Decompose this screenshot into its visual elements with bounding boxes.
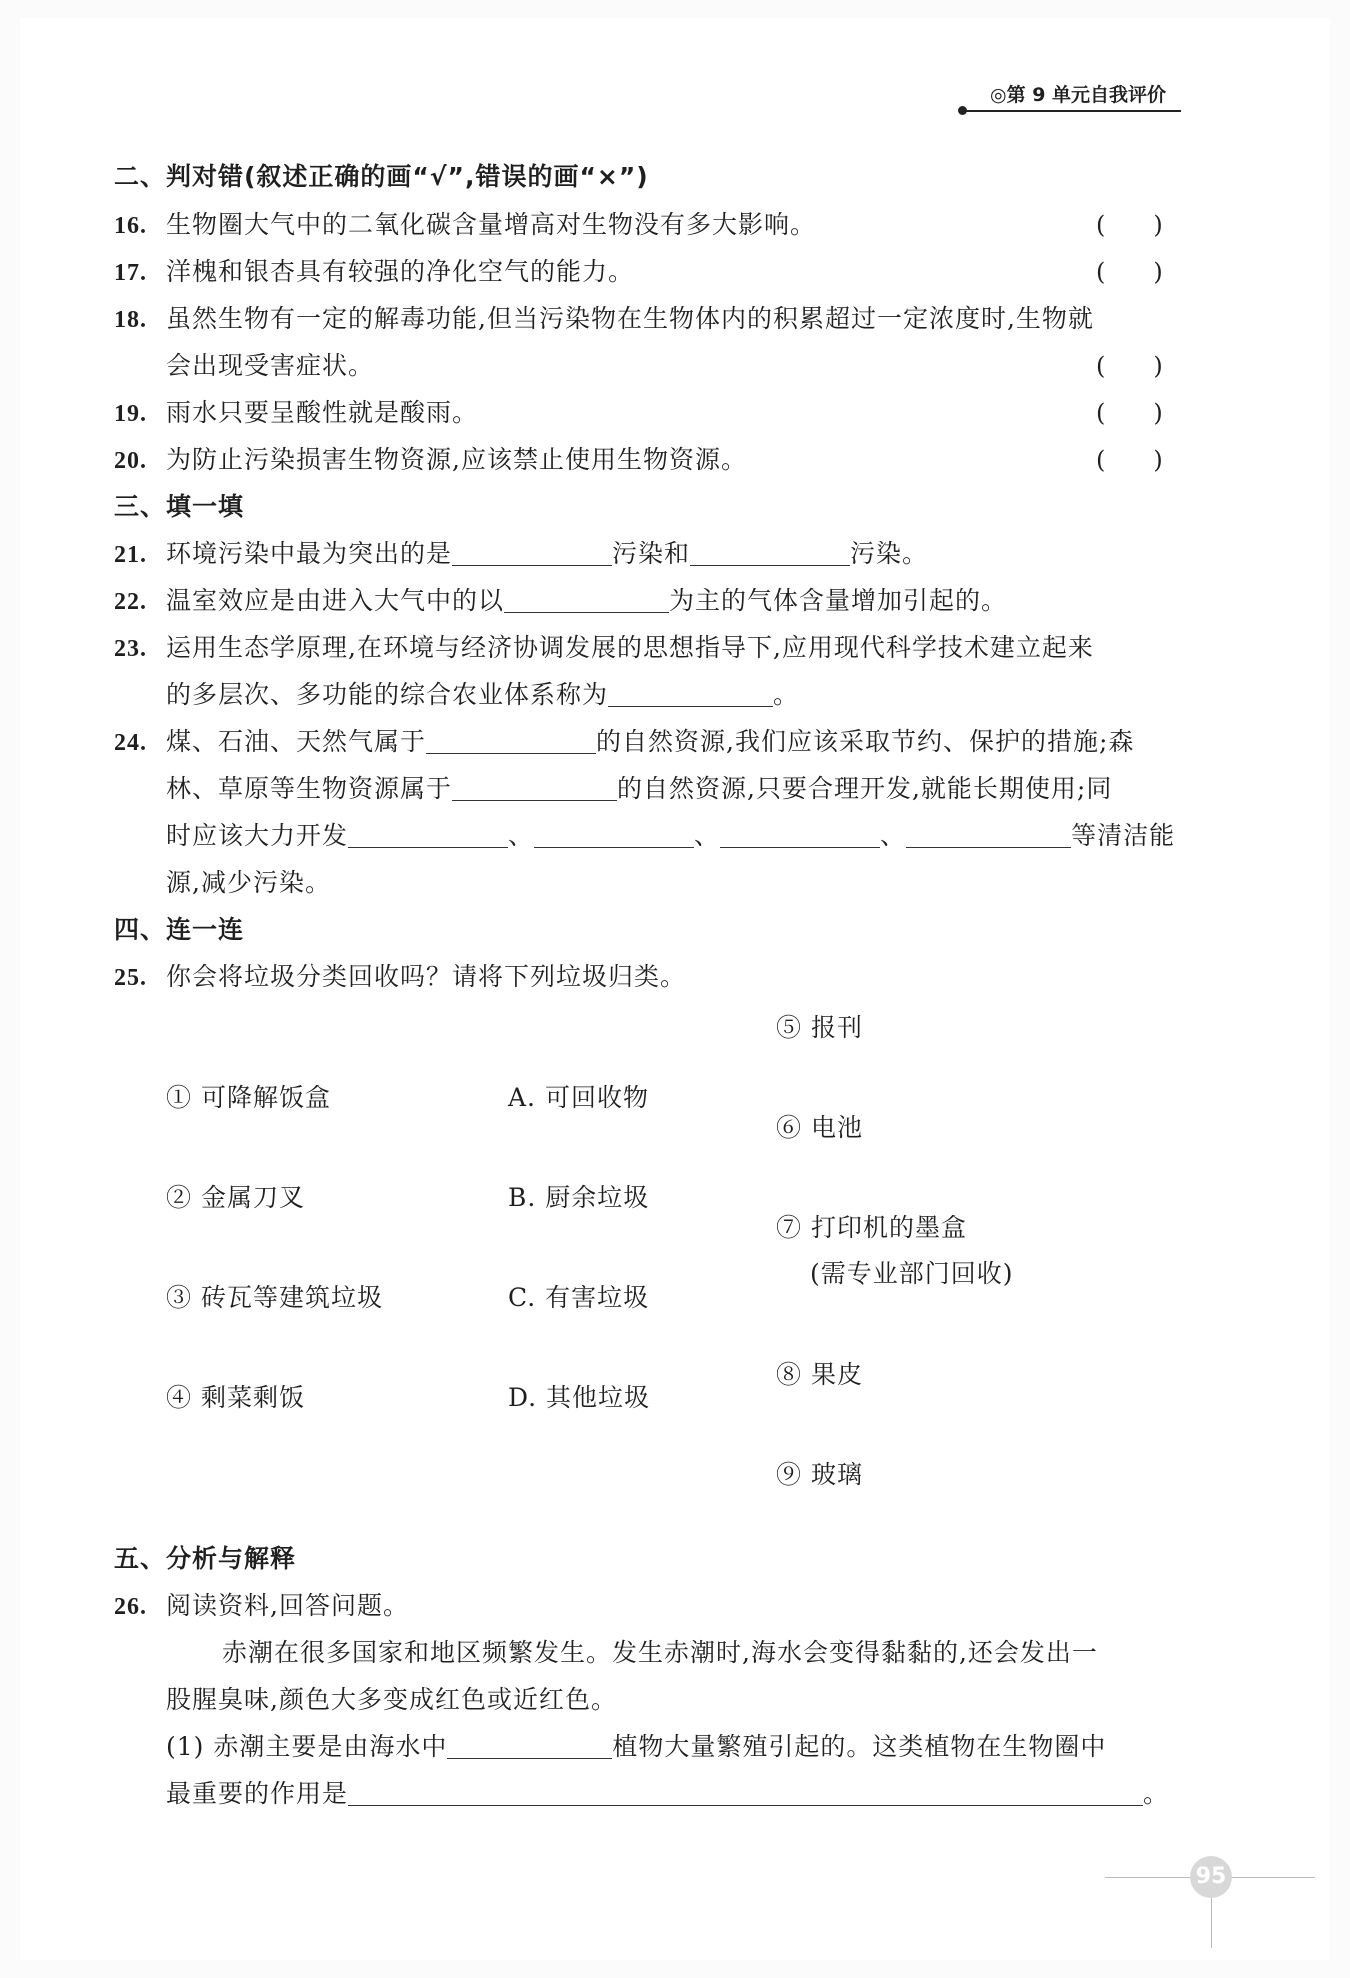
question-number: 25. (114, 965, 147, 991)
fill-blank[interactable] (348, 1779, 1143, 1806)
question-text: 环境污染中最为突出的是 (166, 539, 453, 568)
match-right-item[interactable]: ⑦ 打印机的墨盒 (776, 1213, 967, 1242)
question-26 (114, 1591, 409, 1622)
fill-blank[interactable] (426, 727, 596, 754)
question-number: 16. (114, 213, 147, 239)
question-text: 林、草原等生物资源属于 (166, 774, 453, 803)
fill-blank[interactable] (690, 539, 850, 566)
question-20 (114, 445, 747, 476)
question-text: 植物大量繁殖引起的。这类植物在生物圈中 (612, 1732, 1107, 1761)
fill-blank[interactable] (720, 821, 880, 848)
question-text: 等清洁能 (1071, 821, 1176, 850)
question-23-line2 (166, 680, 799, 710)
answer-paren-18[interactable]: ( ) (1096, 352, 1163, 380)
question-text: 生物圈大气中的二氧化碳含量增高对生物没有多大影响。 (166, 210, 817, 239)
page-number-tick (1211, 1898, 1212, 1948)
question-text: (1) 赤潮主要是由海水中 (166, 1732, 448, 1761)
question-number: 26. (114, 1594, 147, 1620)
question-number: 17. (114, 260, 147, 286)
answer-paren-17[interactable]: ( ) (1096, 258, 1163, 286)
passage-line-1: 赤潮在很多国家和地区频繁发生。发生赤潮时,海水会变得黏黏的,还会发出一 (222, 1638, 1098, 1667)
unit-header-title: ◎第 9 单元自我评价 (990, 84, 1167, 106)
question-24-line3 (166, 821, 1175, 851)
question-16 (114, 210, 816, 241)
question-23 (114, 633, 1094, 664)
header-dot (958, 106, 967, 115)
match-category[interactable]: B. 厨余垃圾 (508, 1183, 650, 1212)
match-right-item[interactable]: ⑥ 电池 (776, 1113, 863, 1142)
section2-heading: 二、判对错(叙述正确的画“√”,错误的画“×”) (114, 162, 649, 191)
match-category[interactable]: C. 有害垃圾 (508, 1283, 650, 1312)
match-left-item[interactable]: ① 可降解饭盒 (166, 1083, 331, 1112)
section4-heading: 四、连一连 (114, 915, 245, 944)
question-text: 洋槐和银杏具有较强的净化空气的能力。 (166, 257, 635, 286)
match-right-item[interactable]: ⑧ 果皮 (776, 1360, 863, 1389)
fill-blank[interactable] (534, 821, 694, 848)
question-25 (114, 962, 686, 993)
question-text: 污染。 (850, 539, 929, 568)
question-text: 污染和 (612, 539, 691, 568)
question-text: 。 (1143, 1779, 1170, 1808)
question-text: 虽然生物有一定的解毒功能,但当污染物在生物体内的积累超过一定浓度时,生物就 (166, 304, 1094, 333)
question-text: 阅读资料,回答问题。 (166, 1591, 409, 1620)
separator: 、 (880, 821, 907, 850)
match-left-item[interactable]: ④ 剩菜剩饭 (166, 1383, 305, 1412)
fill-blank[interactable] (452, 774, 617, 801)
answer-paren-19[interactable]: ( ) (1096, 399, 1163, 427)
match-category[interactable]: D. 其他垃圾 (508, 1383, 651, 1412)
match-right-note: (需专业部门回收) (810, 1259, 1014, 1288)
fill-blank[interactable] (452, 539, 612, 566)
question-text: 运用生态学原理,在环境与经济协调发展的思想指导下,应用现代科学技术建立起来 (166, 633, 1094, 662)
question-text: 最重要的作用是 (166, 1779, 349, 1808)
question-text: 的多层次、多功能的综合农业体系称为 (166, 680, 609, 709)
question-18-line2: 会出现受害症状。 (166, 351, 375, 380)
question-text: 为主的气体含量增加引起的。 (669, 586, 1008, 615)
match-left-item[interactable]: ③ 砖瓦等建筑垃圾 (166, 1283, 383, 1312)
question-number: 24. (114, 730, 147, 756)
answer-paren-16[interactable]: ( ) (1096, 211, 1163, 239)
page-number: 95 (1190, 1856, 1232, 1898)
match-right-item[interactable]: ⑨ 玻璃 (776, 1460, 863, 1489)
question-text: 雨水只要呈酸性就是酸雨。 (166, 398, 479, 427)
question-text: 。 (773, 680, 800, 709)
question-text: 为防止污染损害生物资源,应该禁止使用生物资源。 (166, 445, 747, 474)
fill-blank[interactable] (906, 821, 1071, 848)
question-21 (114, 539, 928, 570)
fill-blank[interactable] (504, 586, 669, 613)
fill-blank[interactable] (348, 821, 508, 848)
separator: 、 (694, 821, 721, 850)
question-number: 18. (114, 307, 147, 333)
question-text: 的自然资源,我们应该采取节约、保护的措施;森 (596, 727, 1135, 756)
question-text: 煤、石油、天然气属于 (166, 727, 427, 756)
question-number: 23. (114, 636, 147, 662)
match-right-item[interactable]: ⑤ 报刊 (776, 1013, 863, 1042)
question-17 (114, 257, 634, 288)
question-number: 19. (114, 401, 147, 427)
question-19 (114, 398, 478, 429)
passage-line-2: 股腥臭味,颜色大多变成红色或近红色。 (166, 1685, 617, 1714)
section3-heading: 三、填一填 (114, 492, 245, 521)
question-text: 的自然资源,只要合理开发,就能长期使用;同 (617, 774, 1113, 803)
fill-blank[interactable] (447, 1732, 612, 1759)
subquestion-1-line2 (166, 1779, 1169, 1809)
question-number: 22. (114, 589, 147, 615)
question-24-line2 (166, 774, 1112, 804)
section5-heading: 五、分析与解释 (114, 1544, 297, 1573)
question-number: 20. (114, 448, 147, 474)
subquestion-1 (166, 1732, 1106, 1762)
question-24-line4: 源,减少污染。 (166, 868, 331, 897)
question-text: 你会将垃圾分类回收吗？请将下列垃圾归类。 (166, 962, 687, 991)
fill-blank[interactable] (608, 680, 773, 707)
question-text: 时应该大力开发 (166, 821, 349, 850)
question-18 (114, 304, 1094, 335)
question-number: 21. (114, 542, 147, 568)
match-category[interactable]: A. 可回收物 (508, 1083, 649, 1112)
question-text: 温室效应是由进入大气中的以 (166, 586, 505, 615)
answer-paren-20[interactable]: ( ) (1096, 446, 1163, 474)
match-left-item[interactable]: ② 金属刀叉 (166, 1183, 305, 1212)
separator: 、 (508, 821, 535, 850)
question-24 (114, 727, 1134, 758)
question-22 (114, 586, 1007, 617)
header-rule (962, 110, 1181, 112)
